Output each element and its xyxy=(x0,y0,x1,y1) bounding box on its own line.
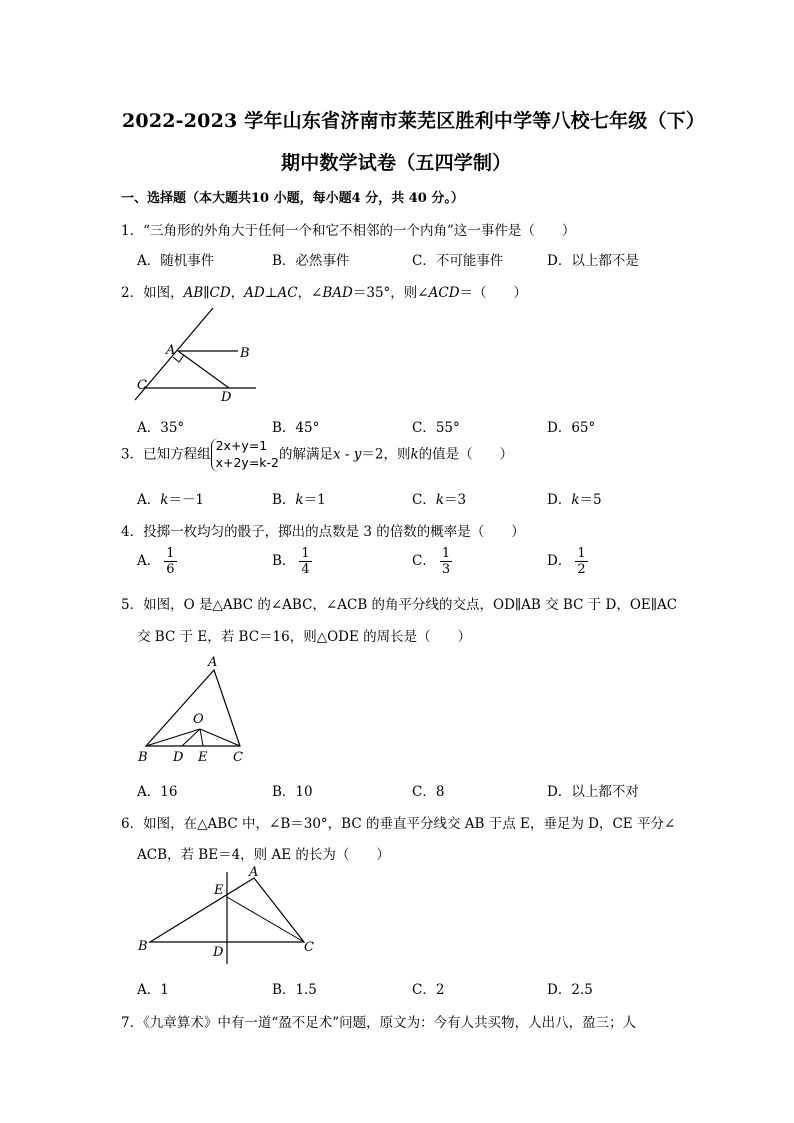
question-5-line1: 5．如图，O 是△ABC 的∠ABC，∠ACB 的角平分线的交点，OD∥AB 交 BC 于 D，OE∥AC xyxy=(121,597,678,613)
q6-option-a: A．1 xyxy=(137,982,169,998)
equation-system: 2x+y=1 x+2y=k-2 xyxy=(211,438,279,472)
question-5-line2: 交 BC 于 E，若 BC＝16，则△ODE 的周长是（ ） xyxy=(137,629,472,645)
q2-option-c: C．55° xyxy=(412,420,460,436)
question-6-line1: 6．如图，在△ABC 中，∠B＝30°，BC 的垂直平分线交 AB 于点 E，垂足为 D，CE 平分∠ xyxy=(121,816,676,832)
q4-option-d: D． $\frac{1}{2}$ xyxy=(547,546,586,577)
q2-label-c: C xyxy=(137,378,147,393)
q3-option-b: B．k＝1 xyxy=(272,492,326,508)
page-title-line2: 期中数学试卷（五四学制） xyxy=(281,152,512,174)
q5-label-d: D xyxy=(173,750,184,765)
q6-option-c: C．2 xyxy=(412,982,445,998)
question-3-stem: 3．已知方程组 2x+y=1 x+2y=k-2 的解满足x - y＝2，则k的值是（ ） xyxy=(121,438,514,470)
question-7-line1: 7．《九章算术》中有一道“盈不足术”问题，原文为：今有人共买物，人出八，盈三；人 xyxy=(121,1015,637,1031)
q5-label-o: O xyxy=(193,712,204,727)
q5-label-b: B xyxy=(138,750,148,765)
question-2-stem: 2．如图，AB∥CD，AD⊥AC，∠BAD＝35°，则∠ACD＝（ ） xyxy=(121,285,528,301)
q2-figure xyxy=(130,302,270,406)
q4-option-a: A． $\frac{1}{6}$ xyxy=(137,546,175,577)
q5-label-e: E xyxy=(198,750,208,765)
q1-option-a: A．随机事件 xyxy=(137,253,215,269)
q4-option-c: C． $\frac{1}{3}$ xyxy=(412,546,451,577)
q5-figure xyxy=(132,654,262,766)
q6-option-d: D．2.5 xyxy=(547,982,593,998)
q2-label-b: B xyxy=(240,346,250,361)
q2-option-b: B．45° xyxy=(272,420,320,436)
q6-figure xyxy=(132,864,322,968)
q6-label-e: E xyxy=(214,883,224,898)
q6-label-a: A xyxy=(249,865,259,880)
q3-option-a: A．k＝－1 xyxy=(137,492,205,508)
page-title-line1: 2022-2023 学年山东省济南市莱芜区胜利中学等八校七年级（下） xyxy=(122,110,706,132)
q5-option-d: D．以上都不对 xyxy=(547,784,639,800)
q1-option-b: B．必然事件 xyxy=(272,253,350,269)
q2-option-a: A．35° xyxy=(137,420,185,436)
q2-option-d: D．65° xyxy=(547,420,596,436)
q5-option-c: C．8 xyxy=(412,784,445,800)
section-heading: 一、选择题（本大题共10 小题，每小题4 分，共 40 分。） xyxy=(121,191,464,206)
q3-option-d: D．k＝5 xyxy=(547,492,602,508)
q5-label-a: A xyxy=(208,655,218,670)
q5-option-a: A．16 xyxy=(137,784,178,800)
q1-option-d: D．以上都不是 xyxy=(547,253,639,269)
q1-option-c: C．不可能事件 xyxy=(412,253,504,269)
q5-label-c: C xyxy=(233,750,243,765)
q6-label-c: C xyxy=(304,940,314,955)
question-1-stem: 1．“三角形的外角大于任何一个和它不相邻的一个内角”这一事件是（ ） xyxy=(121,223,576,239)
question-4-stem: 4．投掷一枚均匀的骰子，掷出的点数是 3 的倍数的概率是（ ） xyxy=(121,524,525,540)
q2-label-a: A xyxy=(166,343,176,358)
q3-option-c: C．k＝3 xyxy=(412,492,467,508)
q6-label-d: D xyxy=(213,945,224,960)
q4-option-b: B． $\frac{1}{4}$ xyxy=(272,546,310,577)
q5-option-b: B．10 xyxy=(272,784,313,800)
q6-option-b: B．1.5 xyxy=(272,982,317,998)
q6-label-b: B xyxy=(138,939,148,954)
question-6-line2: ACB，若 BE＝4，则 AE 的长为（ ） xyxy=(137,847,390,863)
q2-label-d: D xyxy=(221,390,232,405)
